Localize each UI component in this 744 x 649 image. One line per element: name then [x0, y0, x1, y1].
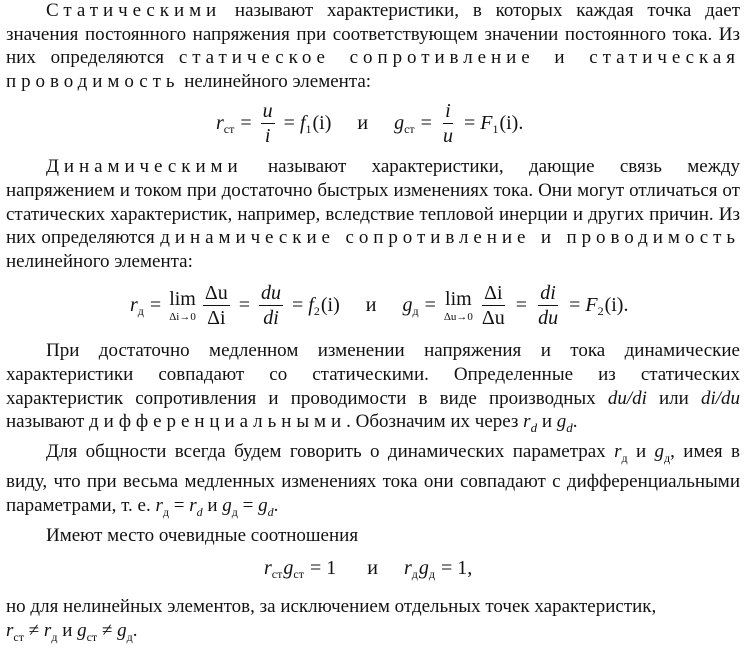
limit-operator-g: lim Δu→0 [443, 287, 473, 323]
term-differential: дифференциальными [89, 411, 347, 433]
fraction-di-over-du: $\frac{di}{du}$ [538, 282, 559, 330]
paragraph-generality: Для общности всегда будем говорить о динамических параметрах $r_д$ и $g_д$, имея в виду, что при весьма медленных изменениях тока они совпадают с дифференциальными параметрами, т. е. $r_д = r_d$ и $g_д = g_d$. [6, 440, 740, 519]
paragraph-dynamic-definition: Динамическими называют характеристики, дающие связь между напряжением и током при достаточно быстрых изменениях тока. Они могут отличаться от статических характеристик, например, вследствие тепловой инерции и других причин. Из них определяются динамические сопротивление и проводимость нелинейного элемента: [6, 156, 740, 272]
fraction-delta-u-over-delta-i: $\frac{\Delta u}{\Delta i}$ [204, 282, 228, 330]
fraction-i-over-u: $\frac{i}{u}$ [442, 100, 453, 148]
fraction-delta-i-over-delta-u: $\frac{\Delta i}{\Delta u}$ [481, 282, 505, 330]
paragraph-static-definition: Статическими называют характеристики, в которых каждая точка дает значения постоянного напряжения при соответствующем значении постоянного тока. Из них определяются статическое сопротивление и статическая проводимость нелинейного элемента: [6, 0, 740, 92]
equation-reciprocal: r ст g ст = 1 и r д g д = 1, [264, 557, 473, 582]
term-dynamic-resistance: динамические сопротивление и проводимость [160, 227, 740, 249]
limit-operator: lim Δi→0 [169, 287, 196, 323]
fraction-du-over-di: $\frac{du}{di}$ [261, 282, 282, 330]
term-static: Статическими [46, 0, 222, 21]
paragraph-differential: При достаточно медленном изменении напряжения и тока динамические характеристики совпадают со статическими. Определенные из статических характеристик сопротивления и проводимости в виде производных du/di или di/du называют дифференциальными. Обозначим их через $r_d$ и $g_d$. [6, 340, 740, 435]
term-dynamic: Динамическими [46, 156, 243, 178]
fraction-u-over-i: $\frac{u}{i}$ [262, 100, 273, 148]
paragraph-relations: Имеют место очевидные соотношения [46, 524, 359, 546]
equation-static: r ст = $\frac{u}{i}$ = f 1 (i) и g ст = $\frac{i}{u}$ = F 1 (i). [216, 100, 524, 148]
paragraph-nonlinear-note: но для нелинейных элементов, за исключением отдельных точек характеристик, $r_{ст} \ne r_д$ и $g_{ст} \ne g_д$. [6, 596, 657, 644]
equation-dynamic: r д = lim Δi→0 $\frac{\Delta u}{\Delta i}$ = $\frac{du}{di}$ = f 2 (i) и g д = lim Δu→0 $\frac{\Delta i}{\Delta u}$ = $\frac{di}{du}$ = F 2 (i). [130, 282, 629, 330]
term-static-resistance: статическое сопротивление и статическая проводимость [6, 47, 740, 92]
